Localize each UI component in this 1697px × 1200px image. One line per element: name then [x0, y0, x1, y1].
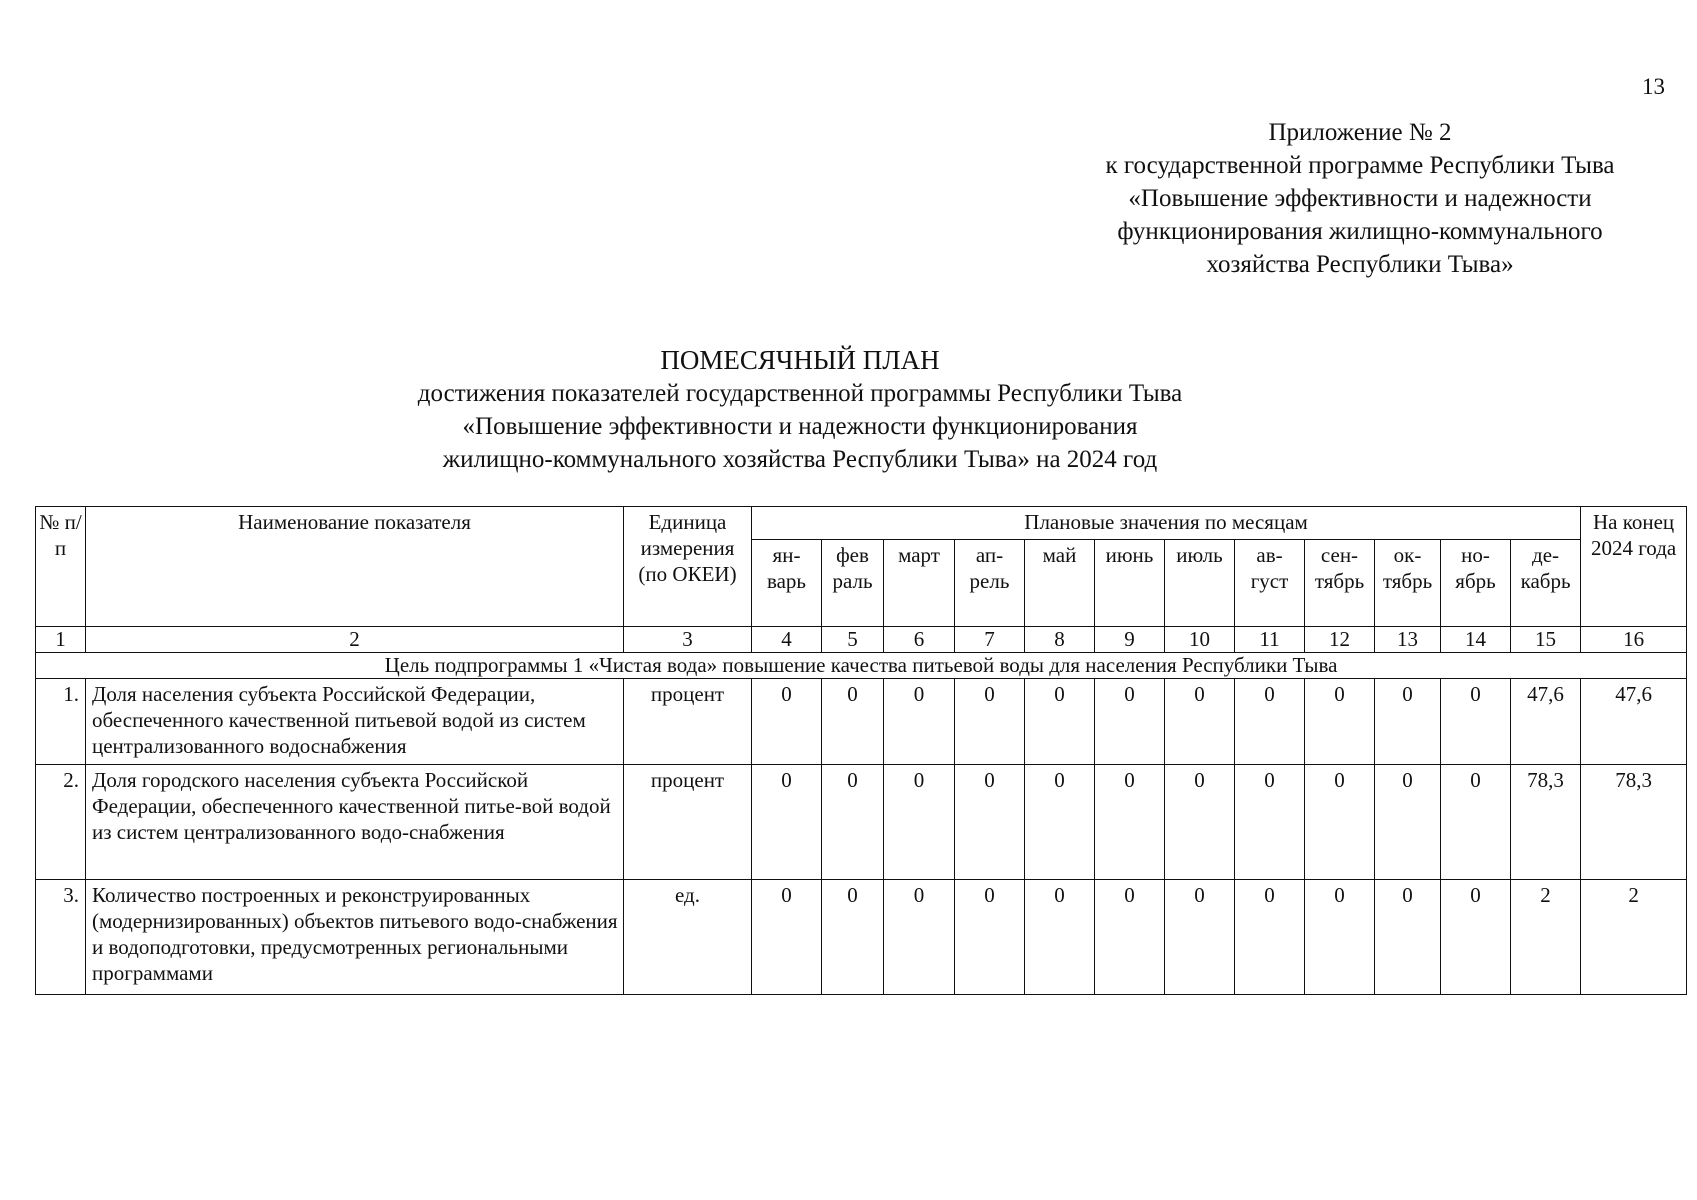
header-month: ав- густ — [1235, 540, 1305, 627]
column-number: 15 — [1511, 627, 1581, 653]
appendix-line: «Повышение эффективности и надежности — [1128, 185, 1592, 212]
month-value: 0 — [1165, 679, 1235, 765]
month-value: 0 — [1025, 880, 1095, 995]
month-value: 47,6 — [1511, 679, 1581, 765]
month-value: 2 — [1511, 880, 1581, 995]
appendix-line: функционирования жилищно-коммунального — [1117, 218, 1603, 245]
header-month: де- кабрь — [1511, 540, 1581, 627]
indicator-unit: процент — [624, 679, 752, 765]
appendix-line: Приложение № 2 — [1268, 119, 1452, 146]
month-value: 0 — [1375, 679, 1441, 765]
end-of-year-value: 47,6 — [1581, 679, 1687, 765]
column-number: 3 — [624, 627, 752, 653]
row-number: 3. — [36, 880, 86, 995]
page-number: 13 — [1642, 74, 1665, 99]
goal-text: Цель подпрограммы 1 «Чистая вода» повышение качества питьевой воды для населения Республики Тыва — [36, 653, 1687, 679]
month-value: 0 — [1165, 765, 1235, 880]
column-number: 12 — [1305, 627, 1375, 653]
month-value: 0 — [955, 765, 1025, 880]
table-row — [36, 765, 1687, 880]
column-number: 5 — [822, 627, 884, 653]
indicator-name: Доля населения субъекта Российской Федерации, обеспеченного качественной питьевой водой из систем централизованного водоснабжения — [86, 679, 624, 765]
month-value: 0 — [1305, 765, 1375, 880]
document-title — [300, 344, 1300, 476]
column-number: 6 — [884, 627, 955, 653]
month-value: 0 — [1441, 765, 1511, 880]
column-number: 1 — [36, 627, 86, 653]
month-value: 0 — [955, 679, 1025, 765]
appendix-line: к государственной программе Республики Тыва — [1105, 152, 1615, 179]
month-value: 78,3 — [1511, 765, 1581, 880]
end-of-year-value: 2 — [1581, 880, 1687, 995]
month-value: 0 — [884, 880, 955, 995]
column-number: 10 — [1165, 627, 1235, 653]
end-of-year-value: 78,3 — [1581, 765, 1687, 880]
header-unit: Единица измерения (по ОКЕИ) — [624, 507, 752, 627]
header-month: март — [884, 540, 955, 627]
column-numbers-row — [36, 627, 1687, 653]
header-month: июль — [1165, 540, 1235, 627]
month-value: 0 — [752, 880, 822, 995]
header-month: ап- рель — [955, 540, 1025, 627]
month-value: 0 — [1095, 679, 1165, 765]
header-month: ок- тябрь — [1375, 540, 1441, 627]
month-value: 0 — [1375, 765, 1441, 880]
header-name: Наименование показателя — [86, 507, 624, 627]
month-value: 0 — [822, 765, 884, 880]
month-value: 0 — [1235, 765, 1305, 880]
column-number: 2 — [86, 627, 624, 653]
month-value: 0 — [1095, 765, 1165, 880]
month-value: 0 — [1025, 679, 1095, 765]
header-month: июнь — [1095, 540, 1165, 627]
month-value: 0 — [884, 679, 955, 765]
header-month: май — [1025, 540, 1095, 627]
title-line: «Повышение эффективности и надежности функционирования — [462, 413, 1138, 440]
row-number: 2. — [36, 765, 86, 880]
month-value: 0 — [1235, 679, 1305, 765]
row-number: 1. — [36, 679, 86, 765]
month-value: 0 — [884, 765, 955, 880]
column-number: 13 — [1375, 627, 1441, 653]
header-month: сен- тябрь — [1305, 540, 1375, 627]
month-value: 0 — [1305, 880, 1375, 995]
title-main: ПОМЕСЯЧНЫЙ ПЛАН — [660, 345, 940, 375]
month-value: 0 — [1305, 679, 1375, 765]
column-number: 7 — [955, 627, 1025, 653]
month-value: 0 — [752, 765, 822, 880]
header-end-of-year: На конец 2024 года — [1581, 507, 1687, 627]
column-number: 16 — [1581, 627, 1687, 653]
column-number: 4 — [752, 627, 822, 653]
indicator-name: Количество построенных и реконструированных (модернизированных) объектов питьевого водо-снабжения и водоподготовки, предусмотренных региональными программами — [86, 880, 624, 995]
monthly-plan-table — [35, 506, 1687, 995]
indicator-unit: ед. — [624, 880, 752, 995]
table-row — [36, 880, 1687, 995]
header-month: но- ябрь — [1441, 540, 1511, 627]
goal-row — [36, 653, 1687, 679]
appendix-line: хозяйства Республики Тыва» — [1206, 251, 1514, 278]
indicator-name: Доля городского населения субъекта Российской Федерации, обеспеченного качественной питье-вой водой из систем централизованного водо-снабжения — [86, 765, 624, 880]
month-value: 0 — [1441, 679, 1511, 765]
month-value: 0 — [955, 880, 1025, 995]
header-month: фев раль — [822, 540, 884, 627]
month-value: 0 — [822, 880, 884, 995]
appendix-reference — [1040, 116, 1680, 281]
title-line: достижения показателей государственной программы Республики Тыва — [417, 380, 1183, 407]
table-row — [36, 679, 1687, 765]
month-value: 0 — [1095, 880, 1165, 995]
month-value: 0 — [1165, 880, 1235, 995]
month-value: 0 — [1441, 880, 1511, 995]
month-value: 0 — [1025, 765, 1095, 880]
month-value: 0 — [752, 679, 822, 765]
header-row — [36, 507, 1687, 540]
column-number: 11 — [1235, 627, 1305, 653]
column-number: 8 — [1025, 627, 1095, 653]
header-num: № п/п — [36, 507, 86, 627]
indicator-unit: процент — [624, 765, 752, 880]
column-number: 9 — [1095, 627, 1165, 653]
month-value: 0 — [822, 679, 884, 765]
column-number: 14 — [1441, 627, 1511, 653]
month-value: 0 — [1235, 880, 1305, 995]
title-line: жилищно-коммунального хозяйства Республики Тыва» на 2024 год — [442, 446, 1158, 473]
header-month: ян- варь — [752, 540, 822, 627]
header-monthly-group: Плановые значения по месяцам — [752, 507, 1581, 540]
month-value: 0 — [1375, 880, 1441, 995]
